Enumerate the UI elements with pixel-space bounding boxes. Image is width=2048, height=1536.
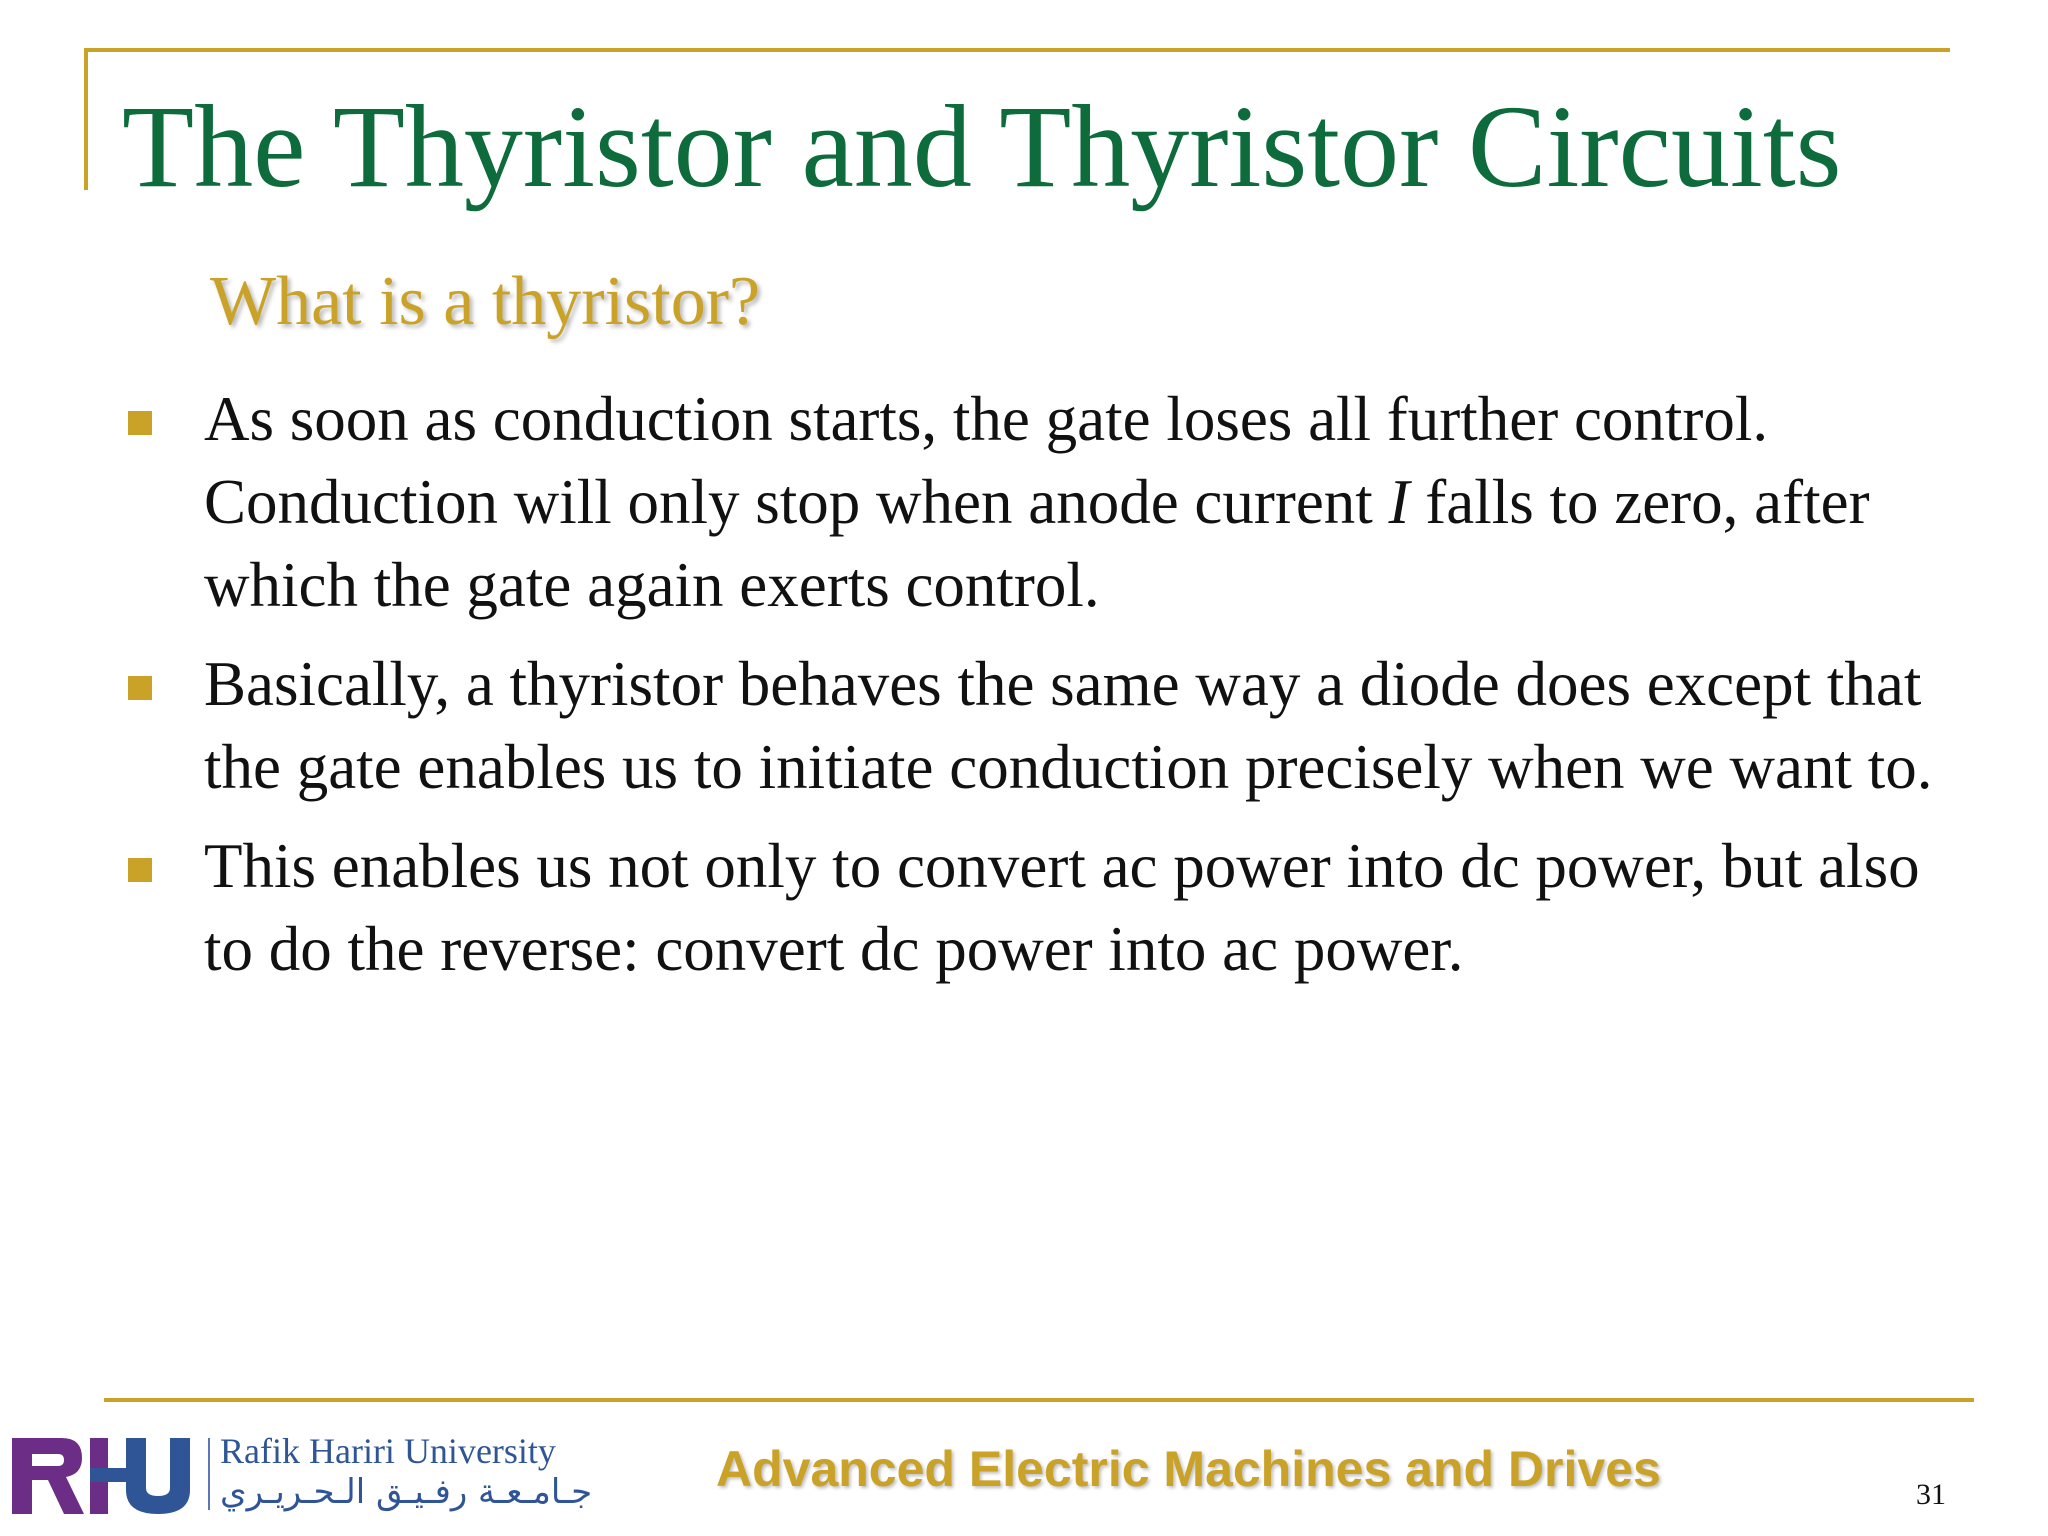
footer-rule (104, 1398, 1974, 1402)
university-name-arabic: جـامـعـة رفـيـق الـحـريـري (220, 1472, 593, 1512)
square-bullet-icon (128, 858, 152, 882)
slide-subtitle: What is a thyristor? (210, 263, 761, 340)
header-rule-left (84, 48, 88, 190)
course-title: Advanced Electric Machines and Drives (716, 1441, 1661, 1497)
bullet-item (120, 378, 1940, 627)
square-bullet-icon (128, 676, 152, 700)
bullet-list (120, 378, 1940, 1007)
bullet-text-part: falls to zero, after which the gate again exerts control. (204, 467, 1870, 620)
rhu-logo-icon (10, 1430, 206, 1516)
header-rule-top (84, 48, 1950, 52)
university-name-english: Rafik Hariri University (220, 1431, 556, 1471)
logo-divider (208, 1438, 210, 1510)
bullet-text (204, 378, 1940, 627)
university-logo (10, 1430, 593, 1516)
bullet-item (120, 825, 1940, 991)
page-number: 31 (1916, 1478, 1946, 1511)
bullet-text: This enables us not only to convert ac power into dc power, but also to do the reverse: convert dc power into ac power. (204, 831, 1920, 984)
bullet-item (120, 643, 1940, 809)
italic-symbol: I (1388, 467, 1410, 537)
bullet-text-part: As soon as conduction starts, the gate loses all further control. Conduction will only stop when anode current (204, 384, 1769, 537)
bullet-text: Basically, a thyristor behaves the same way a diode does except that the gate enables us to initiate conduction precisely when we want to. (204, 649, 1933, 802)
slide-title: The Thyristor and Thyristor Circuits (122, 81, 1842, 212)
square-bullet-icon (128, 411, 152, 435)
